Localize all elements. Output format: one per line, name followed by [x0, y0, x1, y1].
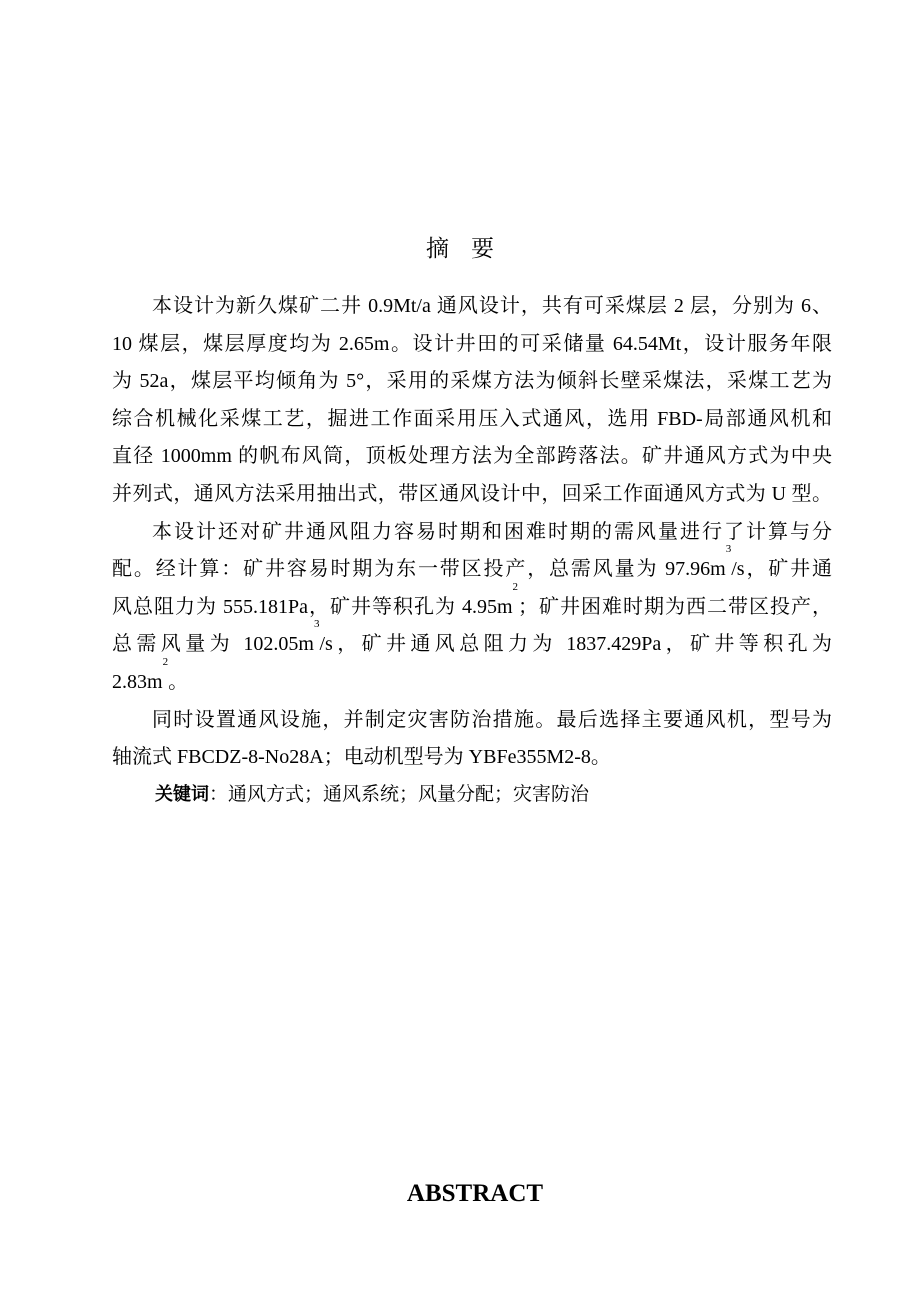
keywords-label: 关键词 [155, 784, 209, 805]
text-segment: 同时设置通风设施，并制定灾害防治措施。最后选择主要通风机，型号为 [152, 708, 832, 731]
text-segment: /s，矿井通风总阻力为 1837.429Pa，矿井等积孔为 [319, 633, 833, 656]
text-segment: 风总阻力为 555.181Pa，矿井等积孔为 4.95m [112, 595, 513, 618]
text-segment: ；矿井困难时期为西二带区投产， [518, 595, 833, 618]
text-line [112, 580, 833, 626]
text-segment: 综合机械化采煤工艺，掘进工作面采用压入式通风，选用 FBD-局部通风机和 [112, 407, 832, 430]
text-segment: 。 [168, 671, 189, 693]
text-segment: 轴流式 FBCDZ-8-No28A；电动机型号为 YBFe355M2-8。 [112, 746, 611, 769]
text-segment: 直径 1000mm 的帆布风筒，顶板处理方法为全部跨落法。矿井通风方式为中央 [112, 445, 832, 468]
keywords-separator: ： [209, 784, 229, 805]
keywords-text: 通风方式；通风系统；风量分配；灾害防治 [228, 784, 590, 805]
text-segment: 本设计还对矿井通风阻力容易时期和困难时期的需风量进行了计算与分 [152, 520, 832, 543]
text-line [112, 400, 832, 438]
text-line [112, 738, 832, 776]
text-line [152, 287, 832, 325]
superscript: 2 [162, 656, 169, 668]
text-segment: 10 煤层，煤层厚度均为 2.65m。设计井田的可采储量 64.54Mt，设计服务年限 [112, 332, 832, 355]
text-segment: 为 52a，煤层平均倾角为 5°，采用的采煤方法为倾斜长壁采煤法，采煤工艺为 [112, 370, 832, 393]
text-segment: 总需风量为 102.05m [112, 633, 314, 656]
text-line [112, 362, 832, 400]
text-line [152, 701, 832, 739]
text-line [112, 656, 832, 701]
text-segment: 2.83m [112, 671, 163, 693]
text-line [112, 475, 832, 513]
superscript: 2 [512, 580, 519, 593]
text-segment: 配。经计算：矿井容易时期为东一带区投产，总需风量为 97.96m [112, 558, 726, 581]
text-segment: 并列式，通风方法采用抽出式，带区通风设计中，回采工作面通风方式为 U 型。 [112, 483, 832, 505]
text-segment: 本设计为新久煤矿二井 0.9Mt/a 通风设计，共有可采煤层 2 层，分别为 6、 [152, 295, 832, 317]
abstract-heading: ABSTRACT [406, 1180, 544, 1207]
text-line [112, 437, 832, 475]
superscript: 3 [725, 543, 732, 556]
superscript: 3 [313, 618, 320, 631]
page-title: 摘要 [426, 236, 516, 262]
text-line [112, 543, 833, 588]
text-line [112, 325, 832, 363]
text-segment: /s，矿井通 [731, 558, 833, 581]
keywords [155, 777, 589, 813]
text-line [112, 618, 833, 663]
